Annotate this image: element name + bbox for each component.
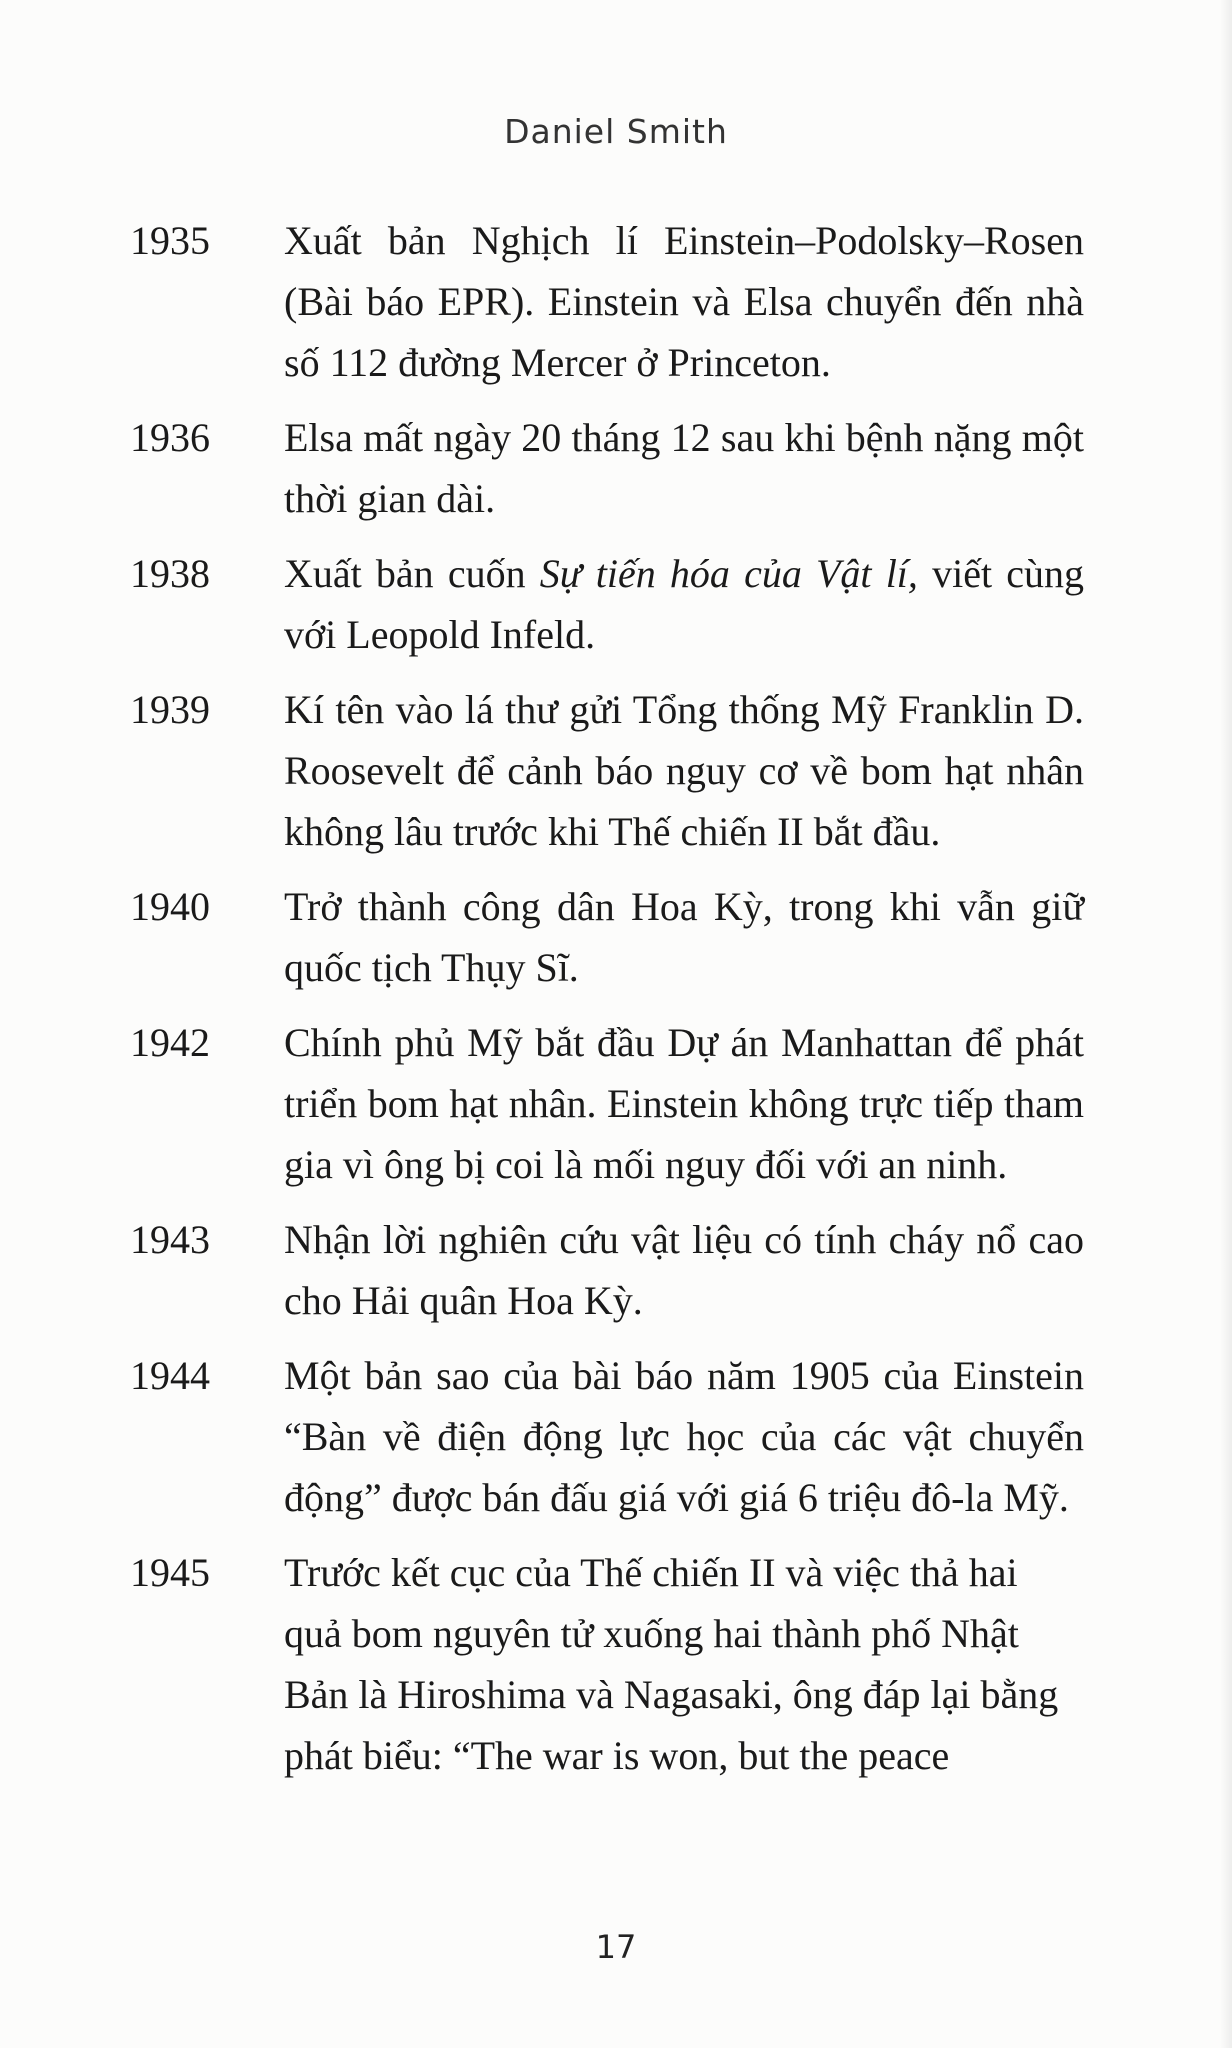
entry-year: 1940 — [130, 884, 210, 929]
book-title-italic: Sự tiến hóa của Vật lí, — [539, 551, 918, 596]
timeline-entry-1935 — [0, 210, 1232, 393]
entry-year: 1942 — [130, 1020, 210, 1065]
entry-text: Xuất bản Nghịch lí Einstein–Podolsky–Rosen (Bài báo EPR). Einstein và Elsa chuyển đến nhà số 112 đường Mercer ở Princeton. — [284, 218, 1084, 385]
entry-year: 1939 — [130, 687, 210, 732]
entry-text: Trở thành công dân Hoa Kỳ, trong khi vẫn giữ quốc tịch Thụy Sĩ. — [284, 884, 1084, 990]
timeline-entry-1944 — [0, 1345, 1232, 1528]
entry-text: Kí tên vào lá thư gửi Tổng thống Mỹ Franklin D. Roosevelt để cảnh báo nguy cơ về bom hạt nhân không lâu trước khi Thế chiến II bắt đầu. — [284, 687, 1084, 854]
entry-text: Chính phủ Mỹ bắt đầu Dự án Manhattan để phát triển bom hạt nhân. Einstein không trực tiếp tham gia vì ông bị coi là mối nguy đối với an ninh. — [284, 1020, 1084, 1187]
running-head-author: Daniel Smith — [504, 112, 728, 151]
entry-year: 1944 — [130, 1353, 210, 1398]
entry-text-before: Xuất bản cuốn — [284, 551, 540, 596]
entry-year: 1945 — [130, 1550, 210, 1595]
entry-year: 1935 — [130, 218, 210, 263]
timeline-entry-1942 — [0, 1012, 1232, 1195]
entry-year: 1936 — [130, 415, 210, 460]
entry-text — [284, 543, 1084, 665]
entry-year: 1943 — [130, 1217, 210, 1262]
timeline-entry-1945 — [0, 1542, 1232, 1786]
timeline-entry-1936 — [0, 407, 1232, 529]
page-number: 17 — [595, 1928, 637, 1966]
entry-text: Elsa mất ngày 20 tháng 12 sau khi bệnh nặng một thời gian dài. — [284, 415, 1084, 521]
entry-text: Một bản sao của bài báo năm 1905 của Einstein “Bàn về điện động lực học của các vật chuyển động” được bán đấu giá với giá 6 triệu đô-la Mỹ. — [284, 1353, 1084, 1520]
entry-year: 1938 — [130, 551, 210, 596]
timeline-entry-1939 — [0, 679, 1232, 862]
entry-text: Trước kết cục của Thế chiến II và việc thả hai quả bom nguyên tử xuống hai thành phố Nhật Bản là Hiroshima và Nagasaki, ông đáp lại bằng phát biểu: “The war is won, but the peace — [284, 1550, 1059, 1778]
timeline-list — [0, 210, 1232, 1786]
timeline-entry-1943 — [0, 1209, 1232, 1331]
entry-text-after: viết cùng với Leopold Infeld. — [284, 551, 1085, 657]
entry-text: Nhận lời nghiên cứu vật liệu có tính cháy nổ cao cho Hải quân Hoa Kỳ. — [284, 1217, 1084, 1323]
timeline-entry-1938 — [0, 543, 1232, 665]
timeline-entry-1940 — [0, 876, 1232, 998]
